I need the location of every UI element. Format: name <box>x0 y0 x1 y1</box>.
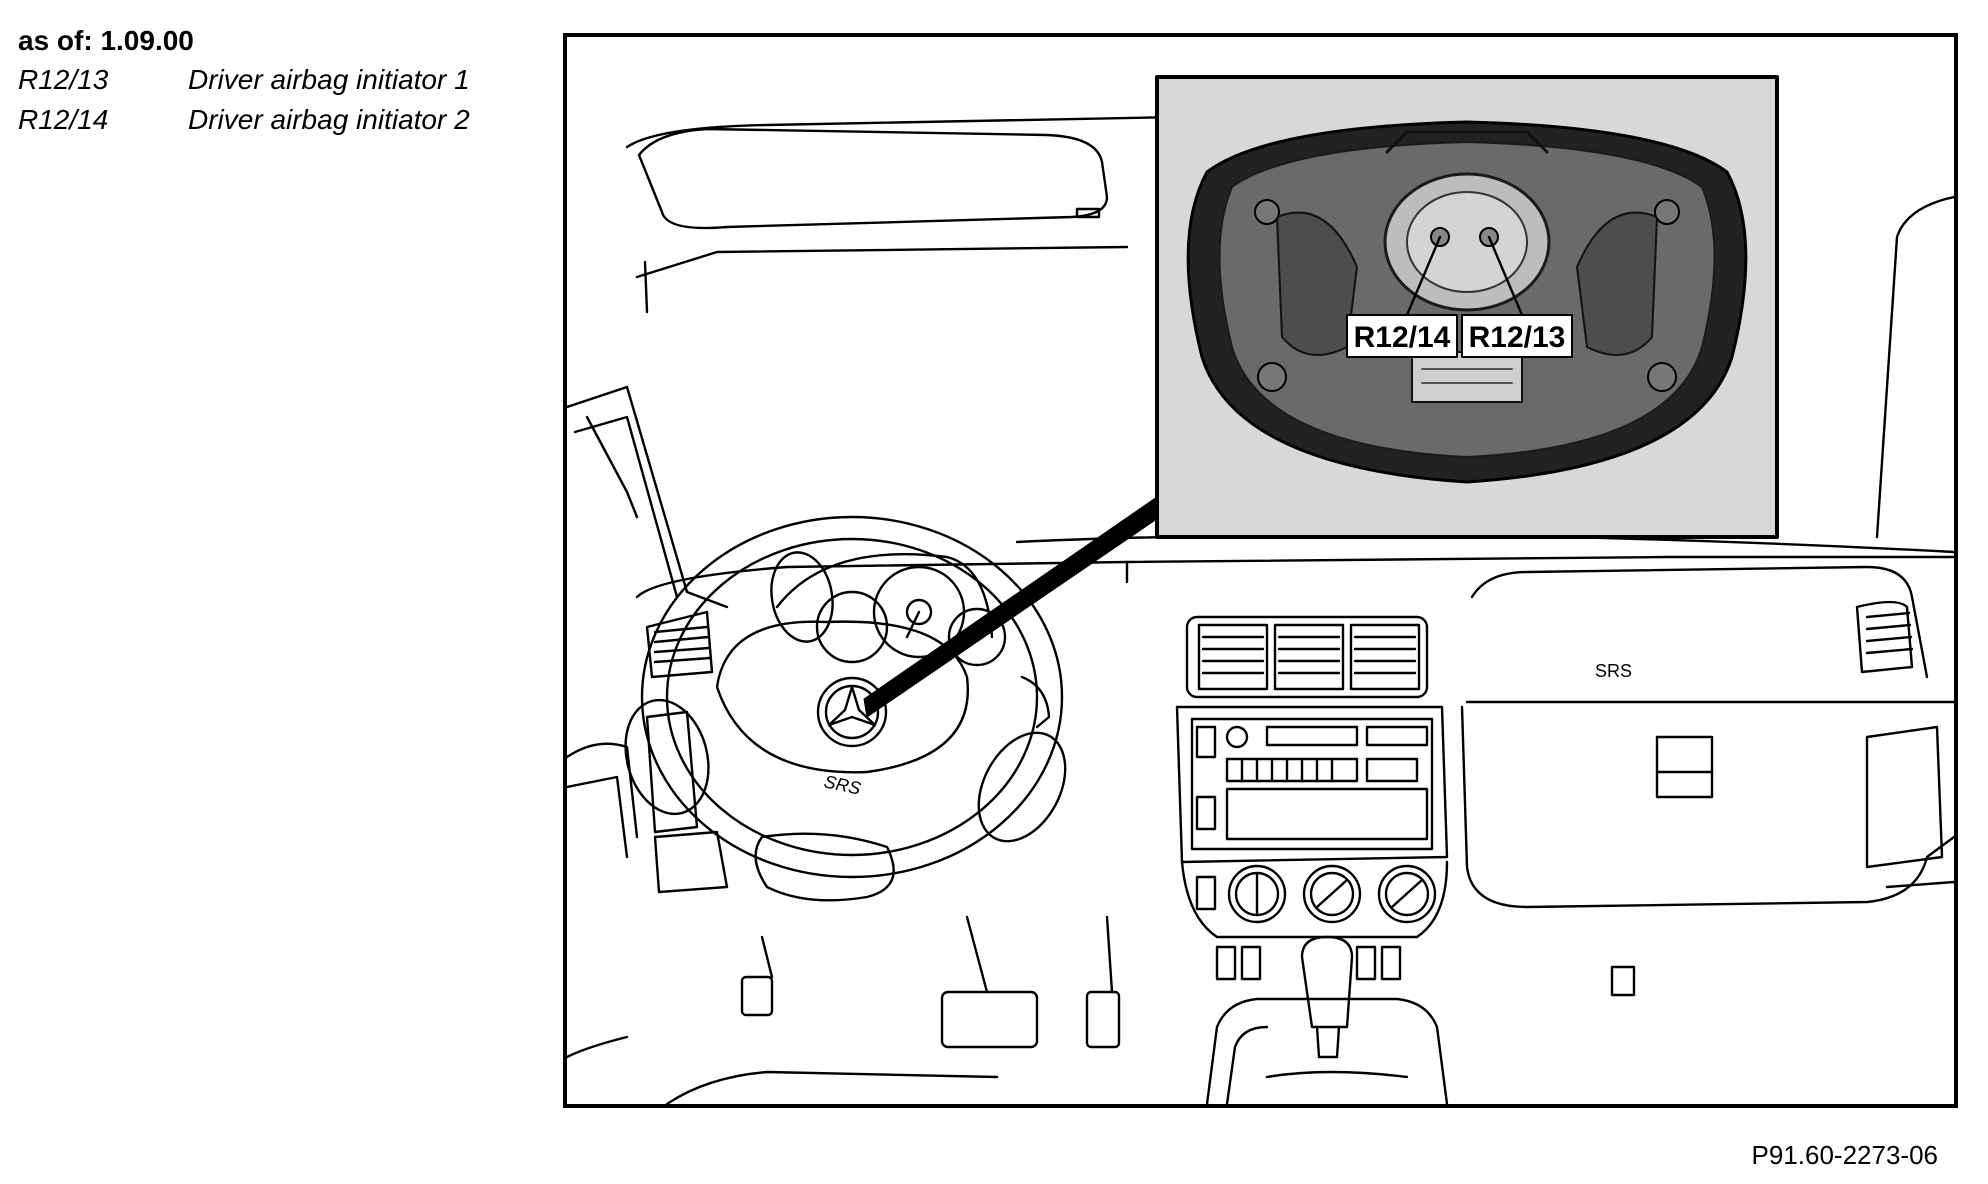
center-vents <box>1187 617 1427 697</box>
sun-visor <box>639 129 1107 228</box>
legend-code: R12/14 <box>18 104 109 135</box>
steering-srs-label: SRS <box>822 771 863 799</box>
dashboard-drawing <box>567 37 1954 1104</box>
legend <box>18 24 470 140</box>
radio-unit <box>1177 707 1447 862</box>
legend-description: Driver airbag initiator 1 <box>188 64 470 95</box>
inset-label-r12-13: R12/13 <box>1468 321 1566 354</box>
airbag-inset <box>1157 77 1777 537</box>
passenger-srs-label: SRS <box>1595 661 1633 681</box>
windshield-frame <box>567 117 1187 607</box>
callout-leader-line <box>864 497 1167 717</box>
legend-item <box>18 100 470 140</box>
dashboard-illustration <box>563 33 1958 1108</box>
legend-code: R12/13 <box>18 64 109 95</box>
as-of-date: as of: 1.09.00 <box>18 25 194 56</box>
pedals <box>567 917 1119 1104</box>
climate-controls <box>1182 862 1447 979</box>
legend-description: Driver airbag initiator 2 <box>188 104 470 135</box>
figure-id: P91.60-2273-06 <box>1751 1140 1938 1170</box>
instrument-cluster <box>777 554 1005 665</box>
steering-wheel <box>613 517 1082 900</box>
legend-item <box>18 60 470 100</box>
inset-label-r12-14: R12/14 <box>1353 321 1451 354</box>
